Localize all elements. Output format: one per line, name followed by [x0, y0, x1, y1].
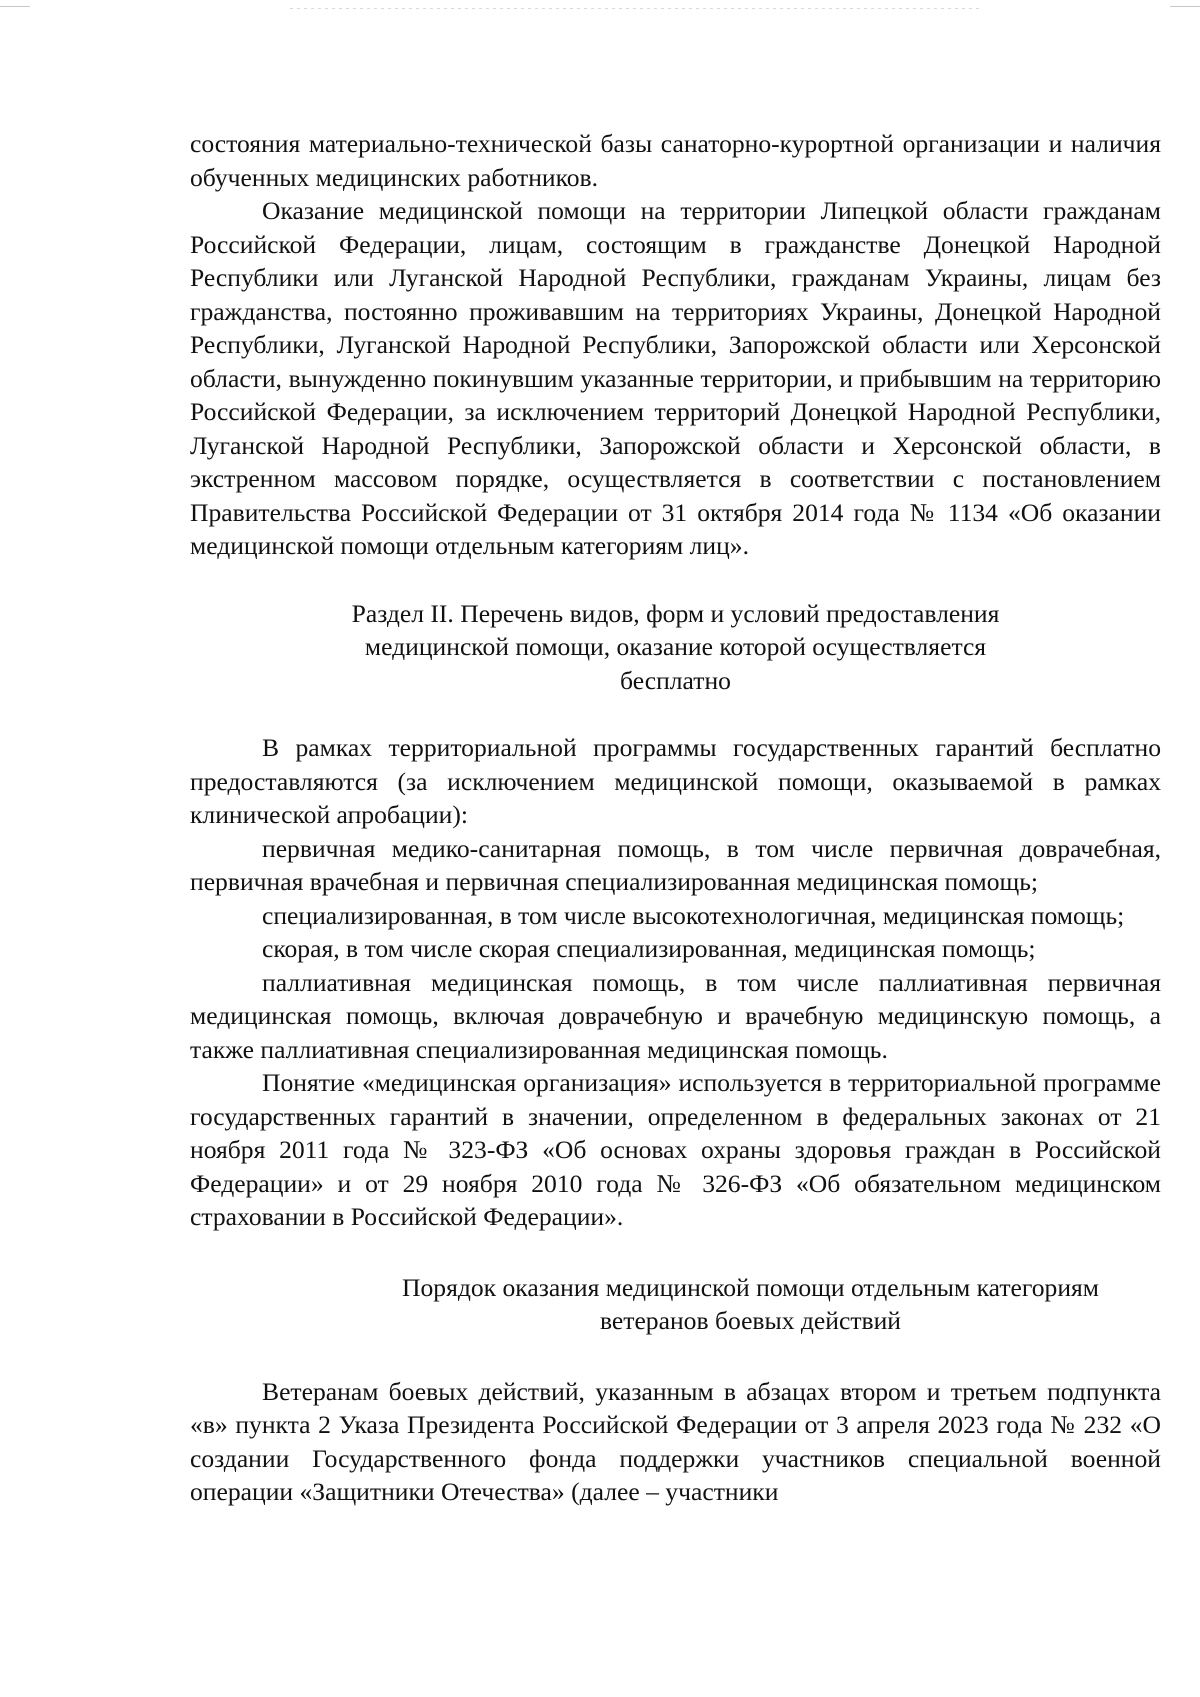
scan-edge-mark — [1170, 6, 1200, 7]
document-body — [190, 127, 1161, 1509]
paragraph-medical-assistance-lipetsk: Оказание медицинской помощи на территории Липецкой области гражданам Российской Федерации, лицам, состоящим в гражданстве Донецкой Народной Республики или Луганской Народной Республики, гражданам Украины, лицам без гражданства, постоянно проживавшим на территориях Украины, Донецкой Народной Республики, Луганской Народной Республики, Запорожской области или Херсонской области, вынужденно покинувшим указанные территории, и прибывшим на территорию Российской Федерации, за исключением территорий Донецкой Народной Республики, Луганской Народной Республики, Запорожской области и Херсонской области, в экстренном массовом порядке, осуществляется в соответствии с постановлением Правительства Российской Федерации от 31 октября 2014 года № 1134 «Об оказании медицинской помощи отдельным категориям лиц». — [190, 196, 1161, 560]
paragraph-veterans: Ветеранам боевых действий, указанным в абзацах втором и третьем подпункта «в» пункта 2 Указа Президента Российской Федерации от 3 апреля 2023 года № 232 «О создании Государственного фонда поддержки участников специальной военной операции «Защитники Отечества» (далее – участники — [190, 1376, 1161, 1506]
paragraph-medical-organization-concept: Понятие «медицинская организация» используется в территориальной программе государственных гарантий в значении, определенном в федеральных законах от 21 ноября 2011 года № 323-ФЗ «Об основах охраны здоровья граждан в Российской Федерации» и от 29 ноября 2010 года № 326-ФЗ «Об обязательном медицинском страховании в Российской Федерации». — [190, 1068, 1161, 1231]
list-item-palliative-care: паллиативная медицинская помощь, в том числе паллиативная первичная медицинская помощь, включая доврачебную и врачебную медицинскую помощь, а также паллиативная специализированная медицинская помощь. — [190, 967, 1161, 1064]
section-heading-line: бесплатно — [620, 665, 731, 695]
section-heading-line: Раздел II. Перечень видов, форм и условий предоставления — [351, 598, 1000, 628]
order-heading-line: Порядок оказания медицинской помощи отдельным категориям — [402, 1272, 1099, 1302]
order-heading-line: ветеранов боевых действий — [599, 1306, 902, 1335]
paragraph-section-intro: В рамках территориальной программы государственных гарантий бесплатно предоставляются (за исключением медицинской помощи, оказываемой в рамках клинической апробации): — [190, 733, 1161, 829]
list-item-specialized-care: специализированная, в том числе высокотехнологичная, медицинская помощь; — [262, 900, 1125, 930]
scan-edge-mark — [0, 6, 30, 7]
scan-edge-mark — [290, 8, 980, 9]
section-heading-line: медицинской помощи, оказание которой осуществляется — [364, 632, 987, 661]
paragraph-continuation: состояния материально-технической базы санаторно-курортной организации и наличия обученных медицинских работников. — [190, 129, 1161, 192]
section-heading — [190, 597, 1161, 698]
order-heading — [190, 1271, 1161, 1338]
list-item-primary-care: первичная медико-санитарная помощь, в том числе первичная доврачебная, первичная врачебная и первичная специализированная медицинская помощь; — [190, 833, 1161, 896]
list-item-emergency-care: скорая, в том числе скорая специализированная, медицинская помощь; — [262, 934, 1036, 963]
